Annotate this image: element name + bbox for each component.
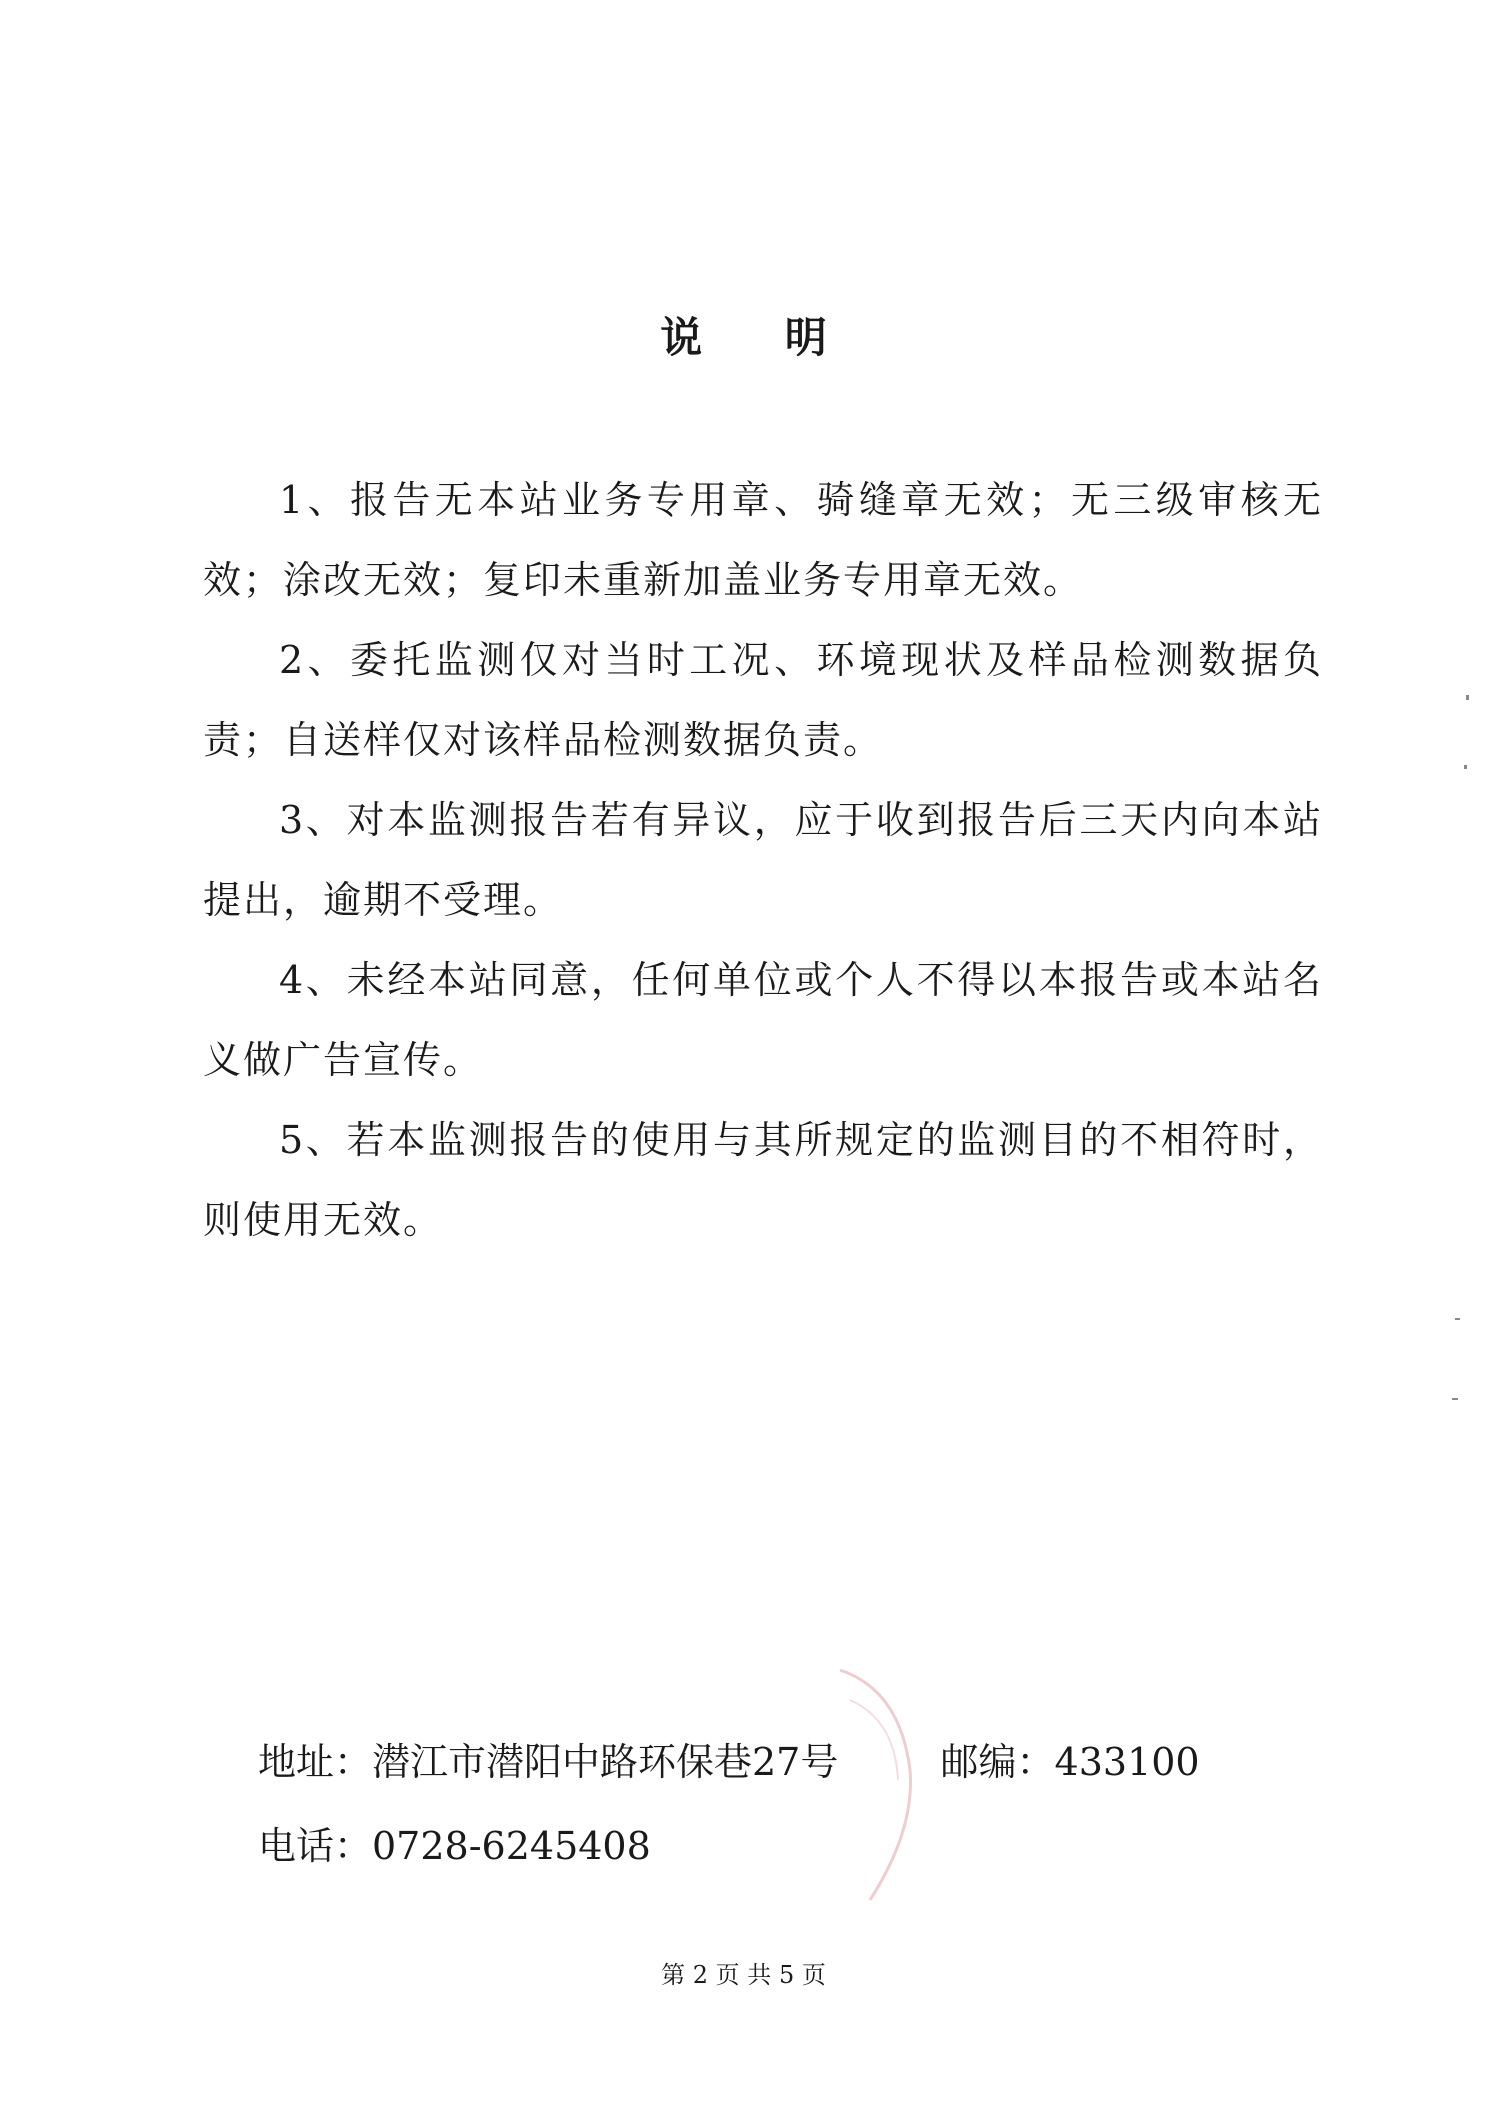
page-title: 说 明 <box>660 313 861 362</box>
phone-text: 电话：0728-6245408 <box>258 1824 651 1868</box>
scan-speck <box>1455 1318 1460 1320</box>
note-item-3: 3、对本监测报告若有异议，应于收到报告后三天内向本站提出，逾期不受理。 <box>203 798 1323 922</box>
scan-speck <box>1464 765 1467 769</box>
note-item-5: 5、若本监测报告的使用与其所规定的监测目的不相符时，则使用无效。 <box>203 1118 1323 1242</box>
note-item-1: 1、报告无本站业务专用章、骑缝章无效；无三级审核无效；涂改无效；复印未重新加盖业务专用章无效。 <box>203 478 1323 602</box>
address-row <box>258 1720 1258 1804</box>
postcode-text: 邮编：433100 <box>940 1740 1200 1784</box>
contact-footer <box>258 1720 1258 1888</box>
scan-speck <box>1466 695 1469 700</box>
scan-speck <box>1452 1398 1458 1400</box>
note-item-2: 2、委托监测仅对当时工况、环境现状及样品检测数据负责；自送样仅对该样品检测数据负责。 <box>203 638 1323 762</box>
notes-list <box>203 460 1323 1260</box>
note-item-4: 4、未经本站同意，任何单位或个人不得以本报告或本站名义做广告宣传。 <box>203 958 1323 1082</box>
page-number <box>0 1955 1487 1990</box>
address-text: 地址：潜江市潜阳中路环保巷27号 <box>258 1740 839 1784</box>
page-number-text: 第 2 页 共 5 页 <box>661 1961 826 1989</box>
phone-row <box>258 1804 1258 1888</box>
